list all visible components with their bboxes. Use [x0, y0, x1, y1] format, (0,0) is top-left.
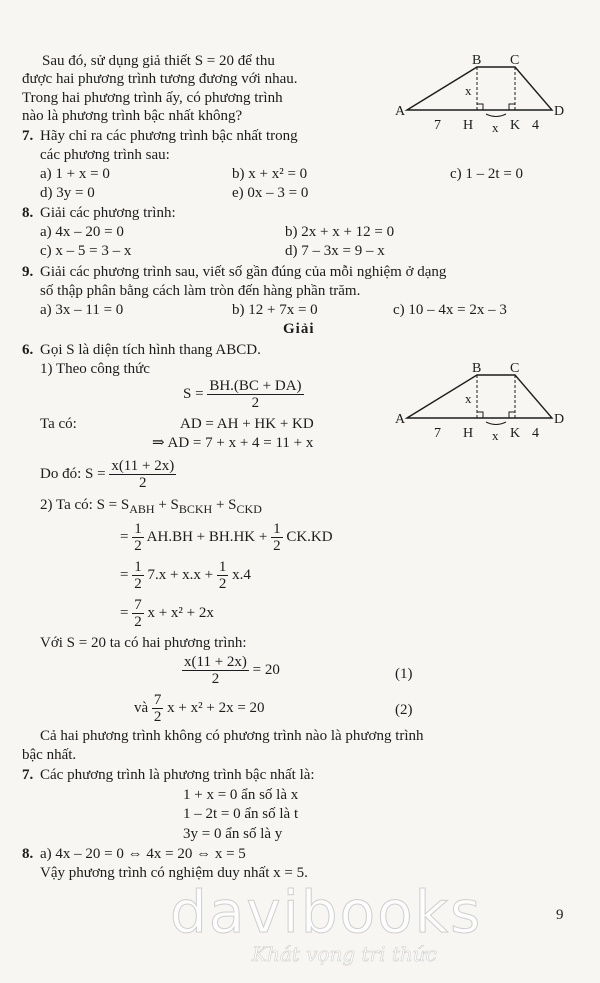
label-kd-4: 4	[532, 426, 539, 441]
q8-option-d: d) 7 – 3x = 9 – x	[285, 243, 385, 259]
label-b: B	[472, 361, 482, 376]
s7-line-1: Các phương trình là phương trình bậc nhất là:	[40, 767, 315, 783]
area-row-2	[120, 559, 251, 592]
s6-number: 6.	[22, 342, 34, 358]
equation-1-numerator: x(11 + 2x)	[184, 654, 247, 670]
area-denominator: 2	[251, 395, 260, 411]
right-angle-h	[477, 412, 483, 418]
row-2-middle: 7.x + x.x +	[147, 566, 214, 583]
label-a: A	[395, 412, 406, 427]
q7-option-d: d) 3y = 0	[40, 185, 95, 201]
label-a: A	[395, 104, 406, 119]
label-b: B	[472, 53, 482, 68]
q8-number: 8.	[22, 205, 34, 221]
seven-half-fraction	[132, 597, 144, 630]
q8-option-a: a) 4x – 20 = 0	[40, 224, 124, 240]
label-ah-7: 7	[434, 426, 441, 441]
row-2-end: x.4	[232, 566, 251, 583]
area-row-3	[120, 597, 214, 630]
equation-2-tag: (2)	[395, 702, 413, 718]
plus-s-1: + S	[154, 497, 179, 513]
s8-number: 8.	[22, 846, 34, 862]
eq-sign: =	[120, 604, 129, 621]
seven-denominator: 2	[134, 614, 142, 630]
q7-option-a: a) 1 + x = 0	[40, 166, 110, 182]
q7-line-1: Hãy chỉ ra các phương trình bậc nhất trong	[40, 128, 298, 144]
q9-option-a: a) 3x – 11 = 0	[40, 302, 124, 318]
s7-row-2: 1 – 2t = 0 ẩn số là t	[183, 806, 299, 822]
equation-1-fraction	[182, 654, 249, 687]
row-3-end: x + x² + 2x	[147, 604, 214, 621]
area-formula	[183, 378, 304, 411]
ad-equation-1: AD = AH + HK + KD	[180, 416, 314, 432]
seven-numerator: 7	[134, 597, 142, 613]
row-1-middle: AH.BH + BH.HK +	[146, 528, 268, 545]
half-denominator: 2	[273, 538, 281, 554]
equation-2-fraction	[152, 692, 164, 725]
half-fraction	[217, 559, 229, 592]
half-numerator: 1	[134, 559, 142, 575]
subscript-abh: ABH	[129, 502, 155, 516]
watermark-slogan: Khát vọng tri thức	[252, 942, 437, 966]
s7-number: 7.	[22, 767, 34, 783]
equation-1-rhs: = 20	[252, 661, 280, 678]
ad-equation-2: ⇒ AD = 7 + x + 4 = 11 + x	[152, 435, 314, 451]
taco-label: Ta có:	[40, 416, 77, 432]
area-numerator: BH.(BC + DA)	[209, 378, 302, 394]
label-c: C	[510, 361, 520, 376]
half-denominator: 2	[134, 576, 142, 592]
equation-2-end: x + x² + 2x = 20	[167, 699, 265, 716]
q7-option-e: e) 0x – 3 = 0	[232, 185, 309, 201]
label-kd-4: 4	[532, 118, 539, 133]
intro-line-2: được hai phương trình tương đương với nhau.	[22, 71, 298, 87]
intro-line-1: Sau đó, sử dụng giả thiết S = 20 để thu	[42, 53, 275, 69]
half-numerator: 1	[134, 521, 142, 537]
equation-1	[182, 654, 280, 687]
q7-option-b: b) x + x² = 0	[232, 166, 308, 182]
dodo-formula	[40, 458, 176, 491]
trapezoid-figure-solution	[392, 356, 574, 446]
with-s20-line: Với S = 20 ta có hai phương trình:	[40, 635, 247, 651]
label-hk-x: x	[492, 120, 499, 135]
label-c: C	[510, 53, 520, 68]
part-2-text: 2) Ta có: S = S	[40, 497, 130, 513]
half-numerator: 1	[218, 559, 227, 575]
hk-brace	[486, 114, 506, 117]
s6-conclusion-2: bậc nhất.	[22, 747, 77, 763]
label-h: H	[463, 118, 474, 133]
solution-heading: Giải	[283, 321, 315, 337]
q7-number: 7.	[22, 128, 34, 144]
label-k: K	[510, 118, 521, 133]
q7-line-2: các phương trình sau:	[40, 147, 170, 163]
label-hk-x: x	[492, 428, 499, 443]
right-angle-k	[509, 104, 515, 110]
label-height-x: x	[465, 391, 472, 406]
s8-line-1: a) 4x – 20 = 0 ⇔ 4x = 20 ⇔ x = 5	[40, 846, 246, 862]
half-denominator: 2	[134, 538, 142, 554]
s6-line-1: Gọi S là diện tích hình thang ABCD.	[40, 342, 261, 358]
label-height-x: x	[465, 83, 472, 98]
half-denominator: 2	[218, 576, 227, 592]
q9-number: 9.	[22, 264, 34, 280]
q7-option-c: c) 1 – 2t = 0	[450, 166, 524, 182]
subscript-ckd: CKD	[236, 502, 262, 516]
s6-conclusion-1: Cả hai phương trình không có phương trình nào là phương trình	[40, 728, 424, 744]
s6-part-1: 1) Theo công thức	[40, 361, 150, 377]
label-d: D	[554, 412, 565, 427]
q8-title: Giải các phương trình:	[40, 205, 176, 221]
half-fraction	[271, 521, 283, 554]
equation-1-tag: (1)	[395, 666, 413, 682]
eq-sign: =	[120, 528, 129, 545]
subscript-bckh: BCKH	[178, 502, 213, 516]
s7-row-1: 1 + x = 0 ẩn số là x	[183, 787, 299, 803]
row-1-end: CK.KD	[286, 528, 333, 545]
s7-row-3: 3y = 0 ẩn số là y	[183, 826, 283, 842]
half-numerator: 1	[273, 521, 281, 537]
va-word: và	[134, 699, 149, 716]
q9-option-c: c) 10 – 4x = 2x – 3	[393, 302, 507, 318]
dodo-denominator: 2	[139, 475, 147, 491]
half-fraction	[132, 559, 144, 592]
label-ah-7: 7	[434, 118, 441, 133]
half-fraction	[132, 521, 144, 554]
q8-option-b: b) 2x + x + 12 = 0	[285, 224, 395, 240]
equation-2	[134, 692, 265, 725]
intro-line-3: Trong hai phương trình ấy, có phương trình	[22, 90, 283, 106]
area-formula-lhs: S =	[183, 385, 204, 402]
eq-sign: =	[120, 566, 129, 583]
s8-line-2: Vậy phương trình có nghiệm duy nhất x = 5.	[40, 865, 308, 881]
label-d: D	[554, 104, 565, 119]
equation-2-numerator: 7	[153, 692, 162, 708]
equation-2-denominator: 2	[153, 709, 162, 725]
dodo-fraction	[109, 458, 176, 491]
intro-line-4: nào là phương trình bậc nhất không?	[22, 108, 243, 124]
q9-line-1: Giải các phương trình sau, viết số gần đúng của mỗi nghiệm ở dạng	[40, 264, 447, 280]
label-h: H	[463, 426, 474, 441]
dodo-label: Do đó: S =	[40, 465, 106, 482]
area-fraction	[207, 378, 303, 411]
hk-brace	[486, 422, 506, 425]
page-number: 9	[556, 907, 564, 923]
label-k: K	[510, 426, 521, 441]
q8-option-c: c) x – 5 = 3 – x	[40, 243, 132, 259]
trapezoid-figure-top	[392, 48, 574, 138]
right-angle-k	[509, 412, 515, 418]
equation-1-denominator: 2	[211, 671, 220, 687]
q9-line-2: số thập phân bằng cách làm tròn đến hàng phần trăm.	[40, 283, 361, 299]
watermark-brand: davibooks	[170, 878, 483, 946]
part-2-line	[40, 496, 262, 518]
right-angle-h	[477, 104, 483, 110]
area-row-1	[120, 521, 333, 554]
dodo-numerator: x(11 + 2x)	[111, 458, 175, 474]
plus-s-2: + S	[212, 497, 237, 513]
q9-option-b: b) 12 + 7x = 0	[232, 302, 318, 318]
